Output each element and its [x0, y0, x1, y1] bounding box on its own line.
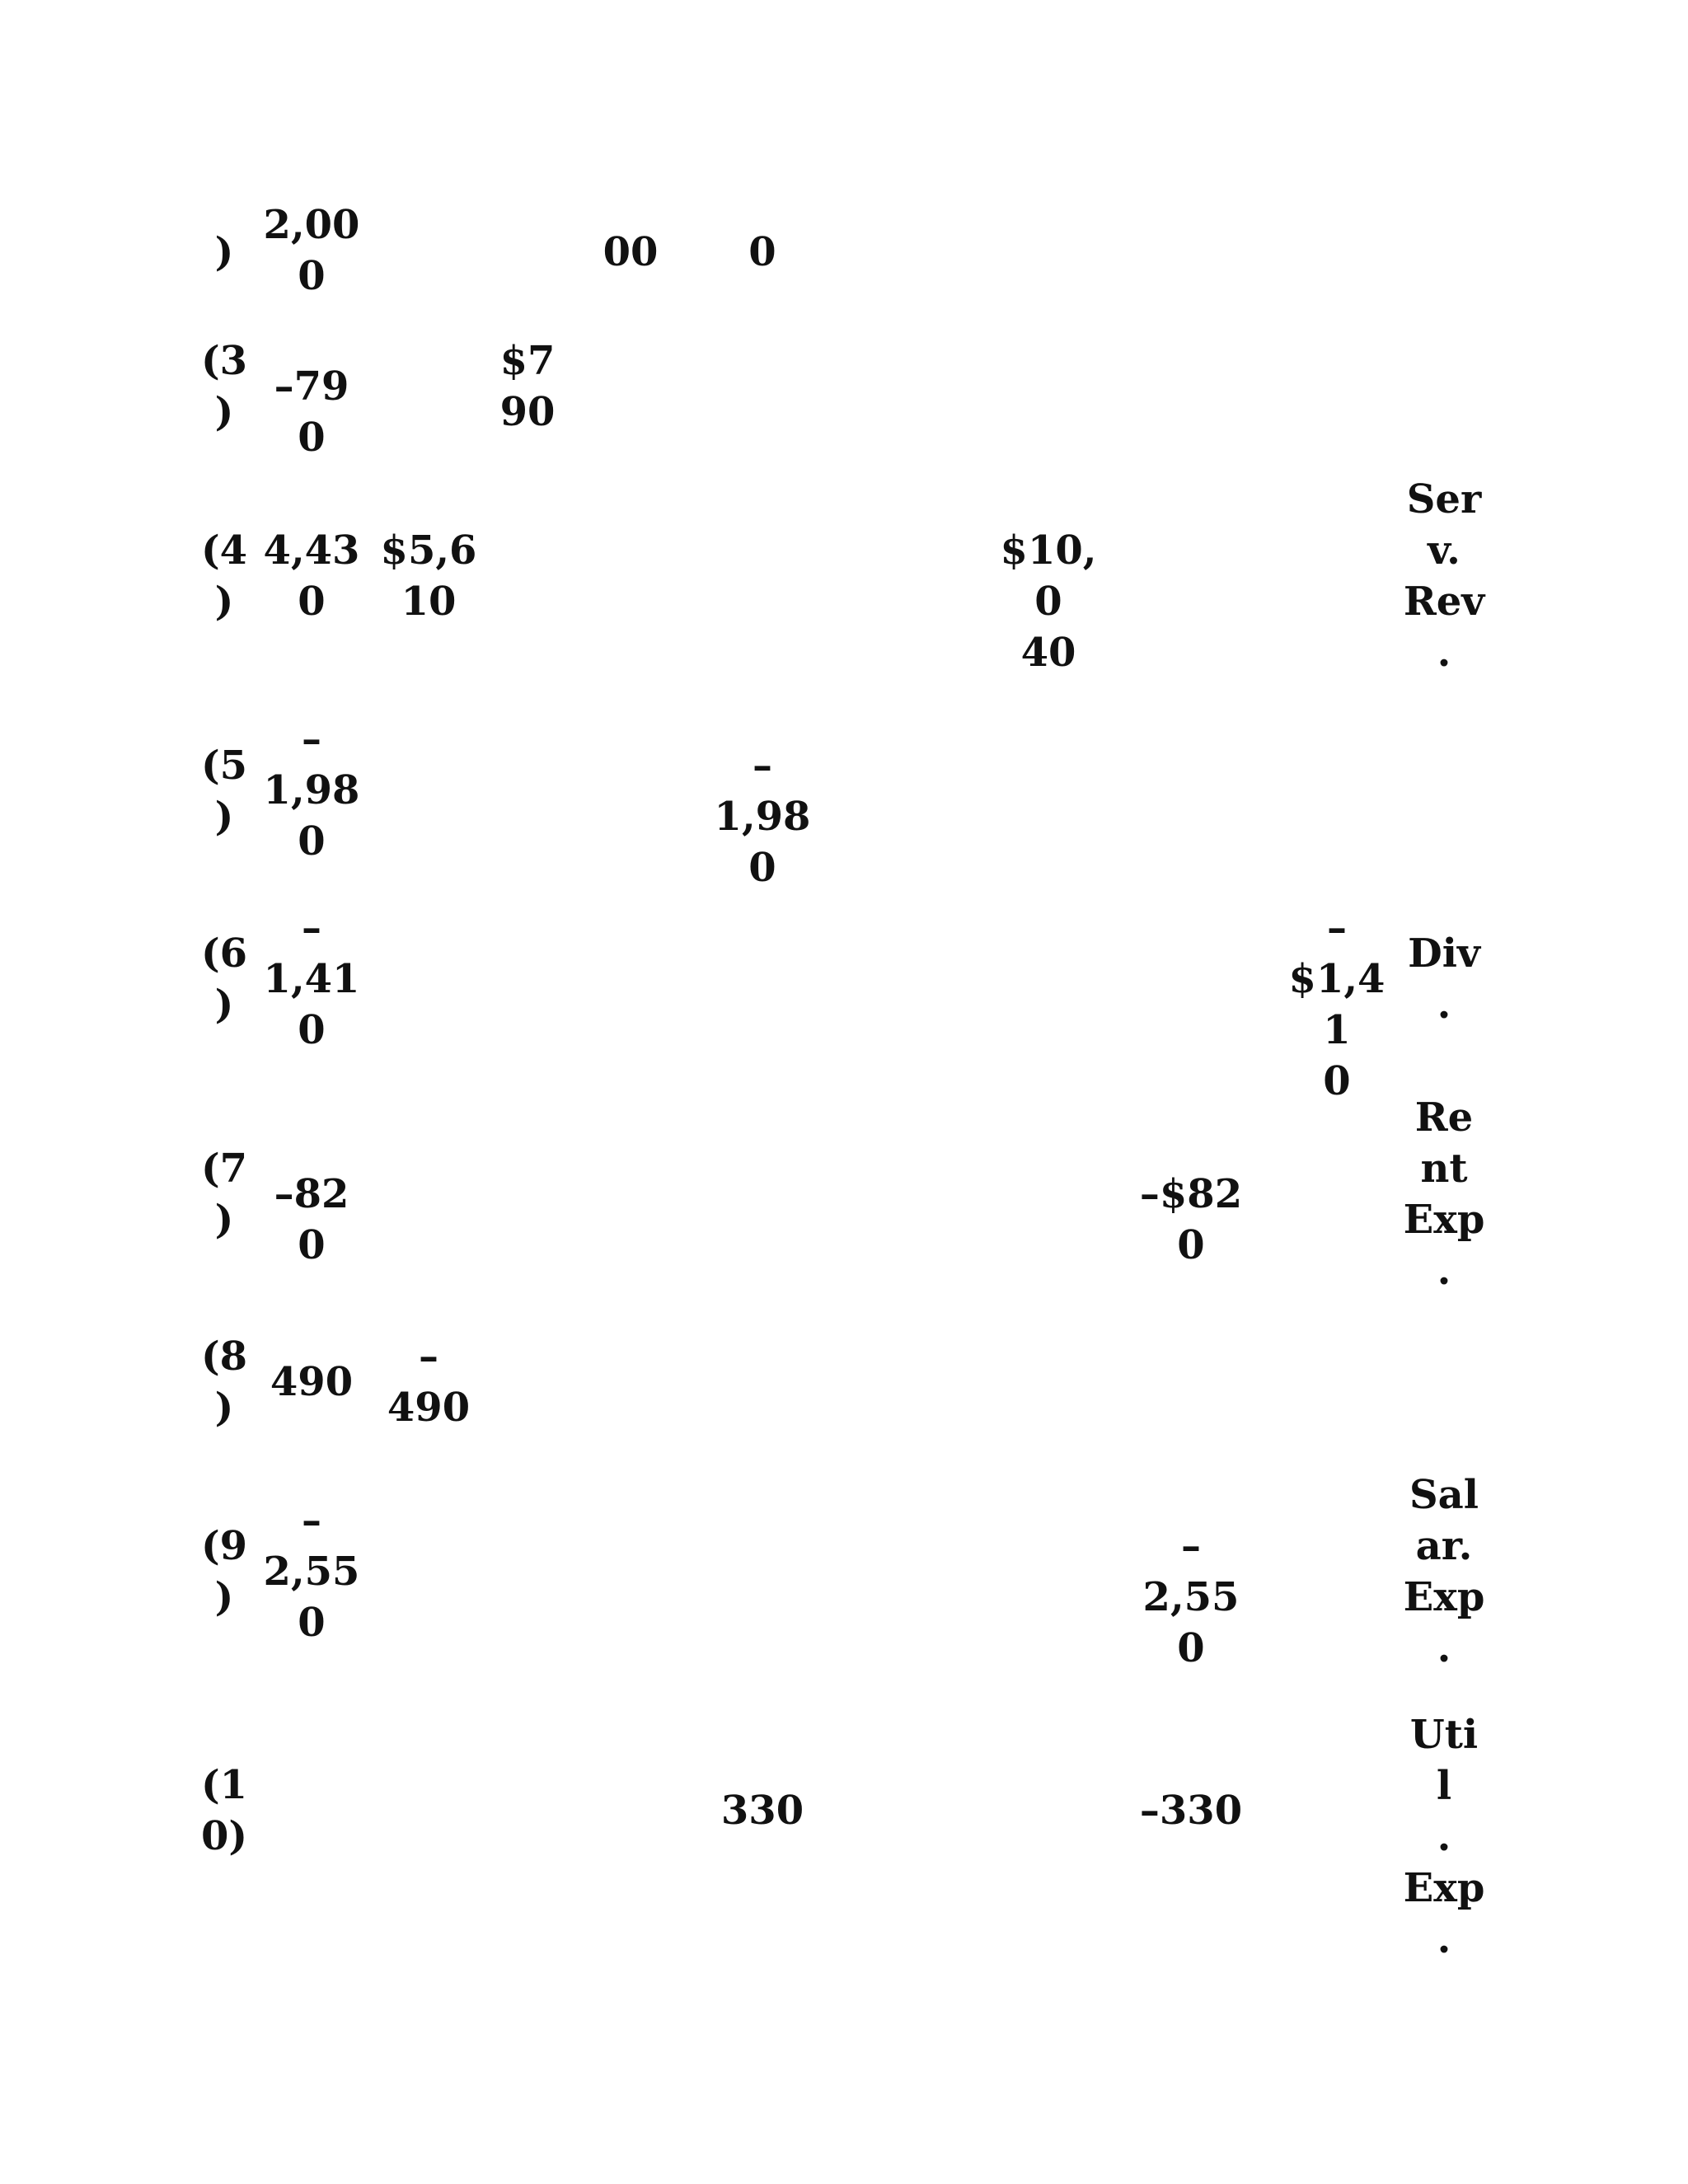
row-6-label: (6 ) — [200, 930, 248, 1028]
row-8-cash: 490 — [270, 1359, 354, 1405]
row-7-note: Re nt Exp . — [1403, 1094, 1485, 1294]
row-5-accounts-payable: – 1,980 — [714, 743, 811, 891]
row-4-label: (4 ) — [200, 527, 248, 625]
row-10-label: (1 0) — [200, 1762, 248, 1859]
row-3-label: (3 ) — [200, 338, 248, 435]
row-10-accounts-payable: 330 — [720, 1788, 804, 1834]
row-8-label: (8 ) — [200, 1333, 248, 1431]
row-9-label: (9 ) — [200, 1523, 248, 1620]
row-5-cash: – 1,98 0 — [263, 716, 360, 865]
row-1-accounts-payable: 0 — [748, 229, 776, 275]
row-10-retained-earnings: –330 — [1139, 1788, 1243, 1834]
row-7-retained-earnings: –$820 — [1139, 1171, 1243, 1268]
row-4-common-stock: $10,0 40 — [1000, 527, 1097, 676]
row-7-label: (7 ) — [200, 1146, 248, 1243]
row-4-note: Ser v. Rev . — [1403, 476, 1485, 676]
row-6-cash: – 1,41 0 — [263, 905, 360, 1053]
row-1-cash: 2,00 0 — [263, 202, 360, 299]
row-6-dividends: – $1,41 0 — [1288, 905, 1386, 1104]
row-5-label: (5 ) — [200, 743, 248, 840]
row-3-cash: –790 — [274, 363, 349, 461]
row-10-note: Util . Exp . — [1403, 1712, 1485, 1962]
row-4-accounts-receivable: $5,6 10 — [380, 527, 477, 625]
row-8-accounts-receivable: – 490 — [387, 1333, 471, 1431]
row-7-cash: –820 — [274, 1171, 349, 1268]
row-1-equipment: 00 — [603, 229, 659, 275]
row-1-label: ) — [214, 229, 234, 275]
row-6-note: Div . — [1408, 930, 1480, 1028]
row-9-cash: – 2,55 0 — [263, 1497, 360, 1646]
row-9-note: Sal ar. Exp . — [1403, 1472, 1485, 1671]
row-4-cash: 4,43 0 — [263, 527, 360, 625]
row-3-supplies: $7 90 — [499, 338, 556, 435]
row-9-retained-earnings: – 2,550 — [1142, 1523, 1240, 1671]
